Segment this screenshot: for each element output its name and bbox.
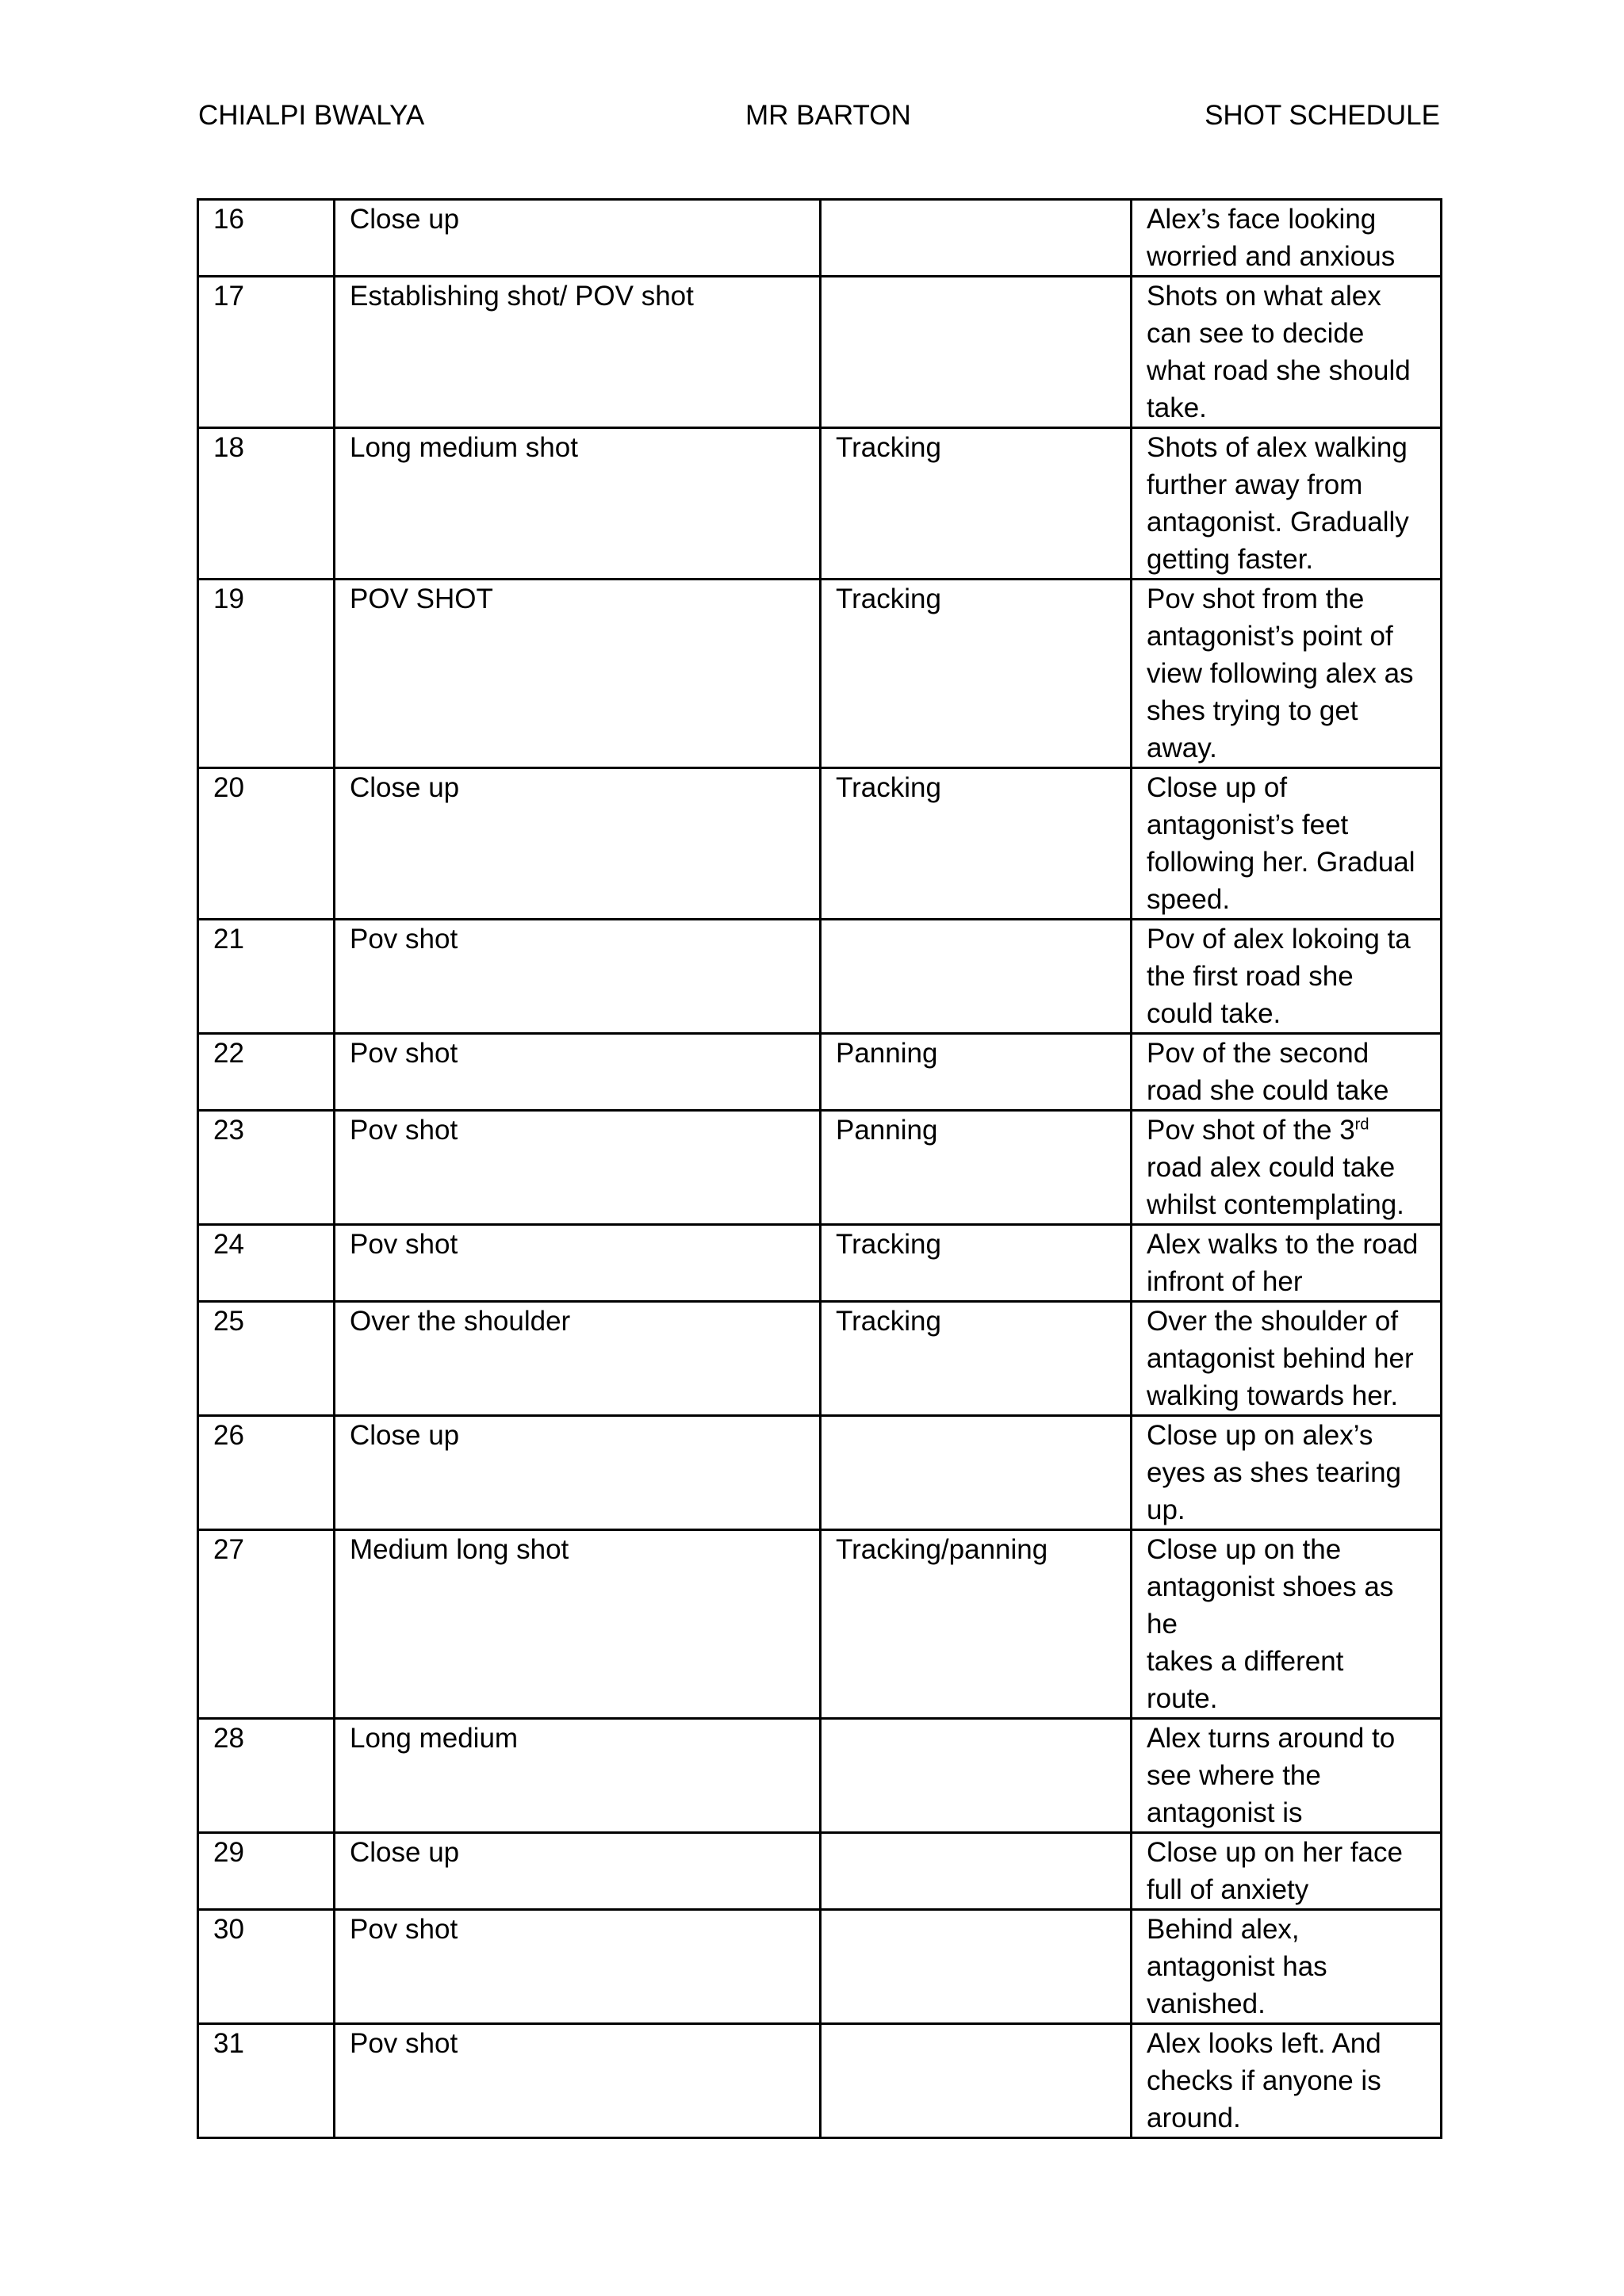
description-line: Alex looks left. And xyxy=(1147,2028,1381,2059)
table-row xyxy=(198,768,1442,920)
shot-number-cell: 23 xyxy=(198,1111,335,1225)
description-line: walking towards her. xyxy=(1147,1380,1399,1411)
description-line: antagonist shoes as he xyxy=(1147,1571,1394,1640)
shot-number-cell: 26 xyxy=(198,1416,335,1530)
shot-type-cell: Long medium shot xyxy=(335,428,821,580)
shot-description-cell xyxy=(1132,920,1442,1034)
description-line: Alex’s face looking xyxy=(1147,204,1377,235)
description-line: checks if anyone is xyxy=(1147,2065,1381,2096)
description-line: Pov of alex lokoing ta xyxy=(1147,924,1411,955)
shot-type-cell: Pov shot xyxy=(335,1225,821,1302)
author-name: CHIALPI BWALYA xyxy=(198,100,425,131)
shot-type-cell: Long medium xyxy=(335,1719,821,1833)
shot-type-cell: Close up xyxy=(335,1416,821,1530)
description-line: Shots on what alex xyxy=(1147,281,1381,312)
description-line: up. xyxy=(1147,1494,1185,1525)
shot-number-cell: 16 xyxy=(198,200,335,277)
description-line: Over the shoulder of xyxy=(1147,1306,1399,1337)
description-line: whilst contemplating. xyxy=(1147,1189,1404,1220)
camera-movement-cell: Tracking xyxy=(821,428,1132,580)
description-line: can see to decide xyxy=(1147,318,1365,349)
shot-description-cell xyxy=(1132,580,1442,768)
shot-number-cell: 18 xyxy=(198,428,335,580)
description-line: the first road she xyxy=(1147,961,1354,992)
description-line: Alex walks to the road xyxy=(1147,1229,1419,1260)
camera-movement-cell xyxy=(821,920,1132,1034)
shot-type-cell: Close up xyxy=(335,1833,821,1910)
description-line: what road she should xyxy=(1147,355,1411,386)
description-line: full of anxiety xyxy=(1147,1874,1309,1905)
description-line: Behind alex, xyxy=(1147,1914,1300,1945)
shot-number-cell: 29 xyxy=(198,1833,335,1910)
camera-movement-cell xyxy=(821,1416,1132,1530)
camera-movement-cell: Panning xyxy=(821,1034,1132,1111)
description-line: antagonist’s feet xyxy=(1147,809,1349,840)
table-row xyxy=(198,1416,1442,1530)
description-line: eyes as shes tearing xyxy=(1147,1457,1402,1488)
camera-movement-cell xyxy=(821,200,1132,277)
camera-movement-cell: Tracking xyxy=(821,768,1132,920)
shot-type-cell: Close up xyxy=(335,200,821,277)
camera-movement-cell: Tracking xyxy=(821,1302,1132,1416)
shot-description-cell xyxy=(1132,200,1442,277)
description-line: worried and anxious xyxy=(1147,241,1396,272)
shot-type-cell: Pov shot xyxy=(335,1111,821,1225)
table-row xyxy=(198,1225,1442,1302)
table-row xyxy=(198,920,1442,1034)
shot-type-cell: Pov shot xyxy=(335,2024,821,2138)
camera-movement-cell xyxy=(821,1910,1132,2024)
description-line: see where the xyxy=(1147,1760,1321,1791)
description-line: further away from xyxy=(1147,469,1363,500)
table-row xyxy=(198,200,1442,277)
description-line: takes a different xyxy=(1147,1646,1344,1677)
table-row xyxy=(198,277,1442,428)
shot-description-cell xyxy=(1132,277,1442,428)
description-line: Alex turns around to xyxy=(1147,1723,1396,1754)
camera-movement-cell xyxy=(821,277,1132,428)
shot-description-cell xyxy=(1132,1225,1442,1302)
camera-movement-cell xyxy=(821,1719,1132,1833)
description-line: Shots of alex walking xyxy=(1147,432,1408,463)
shot-number-cell: 22 xyxy=(198,1034,335,1111)
shot-type-cell: Over the shoulder xyxy=(335,1302,821,1416)
shot-number-cell: 30 xyxy=(198,1910,335,2024)
shot-number-cell: 25 xyxy=(198,1302,335,1416)
description-line: antagonist. Gradually xyxy=(1147,507,1409,538)
description-line: shes trying to get xyxy=(1147,695,1358,726)
shot-number-cell: 20 xyxy=(198,768,335,920)
camera-movement-cell: Tracking xyxy=(821,580,1132,768)
shot-number-cell: 24 xyxy=(198,1225,335,1302)
description-line: road she could take xyxy=(1147,1075,1389,1106)
description-line: antagonist is xyxy=(1147,1797,1303,1828)
shot-description-cell xyxy=(1132,1416,1442,1530)
description-line: take. xyxy=(1147,392,1207,423)
shot-type-cell: Medium long shot xyxy=(335,1530,821,1719)
shot-description-cell xyxy=(1132,1111,1442,1225)
camera-movement-cell: Panning xyxy=(821,1111,1132,1225)
shot-number-cell: 27 xyxy=(198,1530,335,1719)
table-row xyxy=(198,1034,1442,1111)
description-line: Pov of the second xyxy=(1147,1038,1369,1069)
shot-type-cell: Close up xyxy=(335,768,821,920)
shot-number-cell: 28 xyxy=(198,1719,335,1833)
table-row xyxy=(198,1111,1442,1225)
shot-number-cell: 19 xyxy=(198,580,335,768)
table-row xyxy=(198,1719,1442,1833)
shot-description-cell xyxy=(1132,2024,1442,2138)
ordinal-suffix: rd xyxy=(1354,1115,1369,1134)
description-line: Pov shot from the xyxy=(1147,584,1365,614)
description-line: Close up on alex’s xyxy=(1147,1420,1373,1451)
camera-movement-cell xyxy=(821,1833,1132,1910)
table-row xyxy=(198,2024,1442,2138)
description-line: Pov shot of the 3 xyxy=(1147,1115,1355,1146)
shot-schedule-table xyxy=(197,198,1442,2139)
description-line: away. xyxy=(1147,733,1217,763)
description-line: antagonist behind her xyxy=(1147,1343,1414,1374)
shot-type-cell: Pov shot xyxy=(335,1034,821,1111)
description-line: speed. xyxy=(1147,884,1231,915)
table-row xyxy=(198,580,1442,768)
table-row xyxy=(198,1302,1442,1416)
shot-description-cell xyxy=(1132,1530,1442,1719)
shot-number-cell: 21 xyxy=(198,920,335,1034)
description-line: antagonist’s point of xyxy=(1147,621,1393,652)
description-line: view following alex as xyxy=(1147,658,1414,689)
description-line: following her. Gradual xyxy=(1147,847,1415,878)
shot-description-cell xyxy=(1132,1719,1442,1833)
teacher-name: MR BARTON xyxy=(745,100,911,131)
shot-schedule-body xyxy=(198,200,1442,2138)
description-line: antagonist has xyxy=(1147,1951,1327,1982)
description-line: Close up of xyxy=(1147,772,1288,803)
description-line: route. xyxy=(1147,1683,1218,1714)
description-line: infront of her xyxy=(1147,1266,1303,1297)
description-line: around. xyxy=(1147,2103,1241,2133)
camera-movement-cell: Tracking xyxy=(821,1225,1132,1302)
description-line: Close up on the xyxy=(1147,1534,1342,1565)
shot-type-cell: Establishing shot/ POV shot xyxy=(335,277,821,428)
description-line: Close up on her face xyxy=(1147,1837,1403,1868)
camera-movement-cell xyxy=(821,2024,1132,2138)
description-line: could take. xyxy=(1147,998,1281,1029)
table-row xyxy=(198,1910,1442,2024)
description-line: getting faster. xyxy=(1147,544,1314,575)
shot-number-cell: 31 xyxy=(198,2024,335,2138)
description-line: vanished. xyxy=(1147,1988,1266,2019)
description-line: road alex could take xyxy=(1147,1152,1396,1183)
shot-type-cell: POV SHOT xyxy=(335,580,821,768)
shot-description-cell xyxy=(1132,1302,1442,1416)
shot-description-cell xyxy=(1132,768,1442,920)
table-row xyxy=(198,1530,1442,1719)
table-row xyxy=(198,428,1442,580)
document-title: SHOT SCHEDULE xyxy=(1205,100,1440,131)
page-header xyxy=(198,97,1440,135)
shot-description-cell xyxy=(1132,1910,1442,2024)
shot-type-cell: Pov shot xyxy=(335,920,821,1034)
table-row xyxy=(198,1833,1442,1910)
shot-description-cell xyxy=(1132,1833,1442,1910)
shot-number-cell: 17 xyxy=(198,277,335,428)
shot-description-cell xyxy=(1132,428,1442,580)
shot-description-cell xyxy=(1132,1034,1442,1111)
camera-movement-cell: Tracking/panning xyxy=(821,1530,1132,1719)
shot-type-cell: Pov shot xyxy=(335,1910,821,2024)
